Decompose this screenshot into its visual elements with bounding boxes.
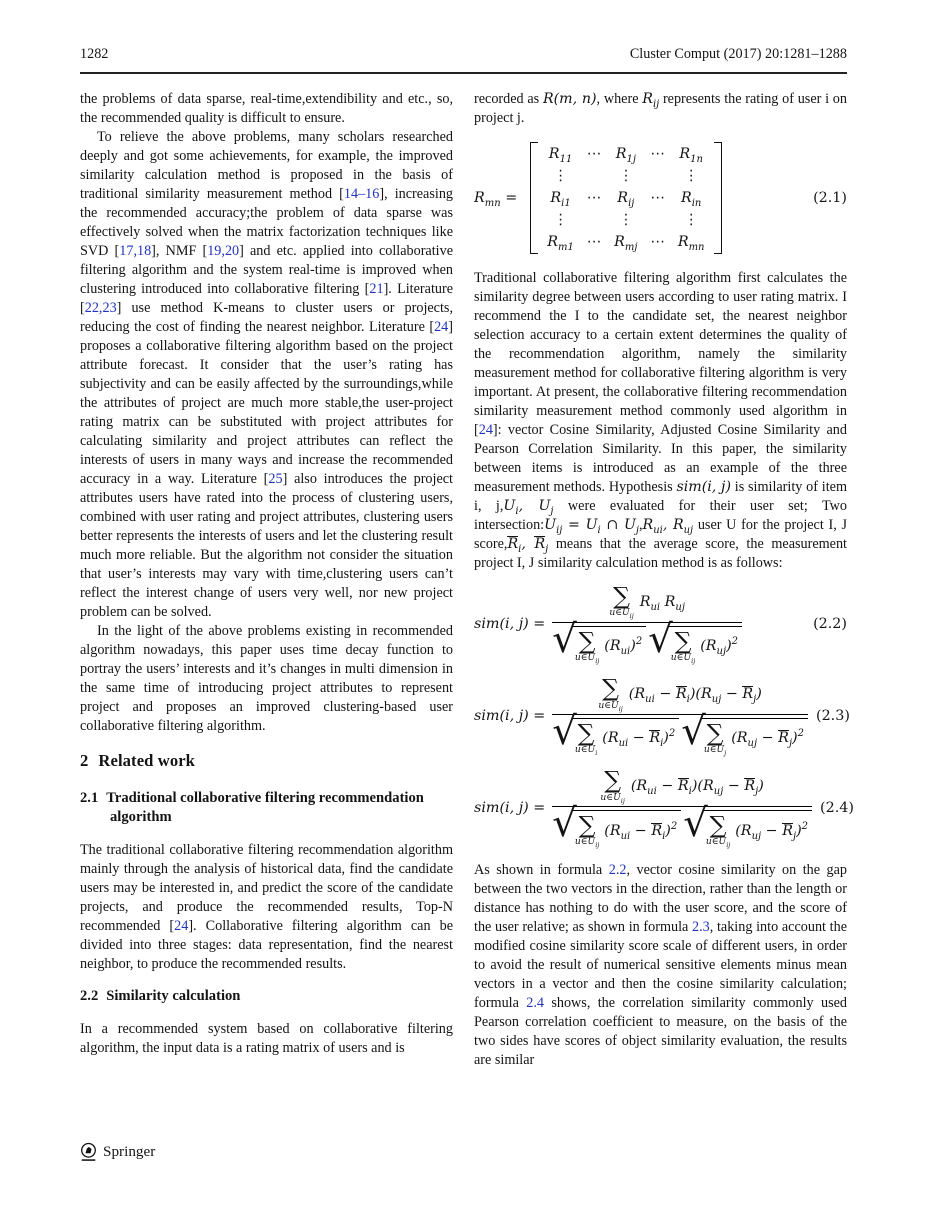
text-run: In a recommended system based on collaborative filtering algorithm, the input data is a rating matrix of users and is [80,1021,453,1056]
text-run: recorded as [474,91,543,107]
matrix-bracket-left [530,142,538,254]
inline-math: $R_{ui}$, $R_{uj}$ [642,517,694,536]
radical-symbol: √ [552,616,577,662]
paragraph [474,269,847,573]
springer-logo-icon [80,1142,97,1162]
equation-2-3 [474,674,850,757]
paragraph [80,1020,453,1058]
text-run: To relieve the above problems, many scholars researched deeply and got some achievements, for example, the improved similarity calculation method is proposed in the basis of traditional similarity measurement method [ [80,129,453,202]
equation-tag: (2.2) [813,616,847,633]
summation-limit: $u\in U_j$ [703,745,727,757]
citation-link[interactable]: 2.4 [526,995,544,1012]
text-run: As shown in formula [474,862,609,879]
denominator-terms: $(R_{ui} - R_i)^2$ [602,728,676,750]
matrix-cell: $R_{ij}$ [617,190,635,209]
summation [609,582,634,621]
text-run: user U for the project I, J score, [474,517,847,552]
radical-symbol: √ [552,800,577,846]
text-run: ]: vector Cosine Similarity, Adjusted Cosine Similarity and Pearson Correlation Similarity. In this paper, the similarity between items is introduced as an example of the three measurement methods. Hypothesis [474,422,847,495]
summation [600,766,625,805]
inline-math: $U_i$, $U_j$ [503,498,554,517]
publisher-name: Springer [103,1143,156,1160]
paragraph [80,90,453,128]
text-run: the problems of data sparse, real-time,extendibility and etc., so, the recommended quality is difficult to ensure. [80,91,453,126]
subsection-title: Traditional collaborative filtering recommendation algorithm [106,790,424,825]
text-run: , taking into account the modified cosine similarity score scale of different users, in order to avoid the result of numerical sensitive elements minus mean vectors in a vector and then the cosine similarity calculation; formula [474,919,847,1012]
text-run: ] also introduces the project attributes users have rated into the process of clustering users, combined with user rating and project attributes, clustering users better represents the interests of users and let the clustering result much more reliable. But the algorithm not consider the situation that user’s interests may vary with time,clustering users can’t reflect the interest change of users very well, nor new project problem can be solved. [80,471,453,620]
matrix-cell: ⋮ [618,212,633,228]
paragraph [474,861,847,1070]
page-number: 1282 [80,46,109,62]
summation [705,810,731,850]
text-run: ]. Collaborative filtering algorithm can be divided into three stages: data representation, find the nearest neighbor, to produce the recommended results. [80,918,453,972]
matrix-cell: ⋯ [586,234,602,250]
equation-2-2 [474,582,847,665]
section-heading-related-work [80,751,453,771]
sigma-symbol: ∑ [674,626,692,655]
summation-limit: $u\in U_i$ [574,745,598,757]
matrix-cell: ⋯ [586,146,602,162]
matrix-cell: $R_{1j}$ [615,146,636,165]
numerator [552,674,808,715]
matrix-lhs: $R_{mn}$ = [474,190,518,209]
page-footer [80,1142,155,1162]
paragraph [474,90,847,128]
text-run: were evaluated for their user set; Two intersection: [474,498,847,533]
citation-link[interactable]: 19,20 [207,243,240,259]
sigma-symbol: ∑ [577,718,595,747]
matrix-cell: $R_{mj}$ [614,234,638,253]
square-root [648,616,742,665]
text-run: , vector cosine similarity on the gap between the two vectors in the direction, rather than the length or distance has nothing to do with the user score, and the score of the user relative; as shown in formula [474,862,848,936]
numerator [552,582,742,623]
matrix-cell: ⋯ [650,190,665,206]
summation [574,718,598,757]
citation-link[interactable]: 24 [174,918,189,934]
fraction [552,674,808,757]
text-run: Traditional collaborative filtering algorithm first calculates the similarity degree between users according to user rating matrix. I recommend the I to the candidate set, the nearest neighbor selection accuracy to a certain extent determines the quality of the recommendation algorithm, namely the similarity measurement method for collaborative filtering algorithm is very important. At present, the collaborative filtering recommendation similarity measurement method commonly used algorithm in [ [474,270,847,438]
matrix-cell: ⋯ [586,190,602,206]
sigma-symbol: ∑ [602,674,620,703]
sigma-symbol: ∑ [578,810,596,839]
page-header [80,46,847,74]
summation-limit: $u\in U_{ij}$ [574,837,600,850]
matrix-grid [538,142,713,254]
sigma-symbol: ∑ [709,810,727,839]
square-root [681,708,808,757]
matrix-cell: $R_{1n}$ [679,146,703,165]
paragraph [80,622,453,736]
summation [598,674,623,713]
square-root [552,800,681,850]
inline-math: $R_i$, $R_j$ [507,536,549,555]
paragraph [80,841,453,974]
radical-symbol: √ [681,708,706,754]
paragraph [80,128,453,622]
text-run: represents the rating of user i on project j. [474,91,847,126]
denominator-terms: $(R_{uj} - R_j)^2$ [735,820,809,842]
matrix-cell: $R_{11}$ [548,146,573,165]
citation-link[interactable]: 24 [434,319,449,335]
numerator-terms: $(R_{ui} - R_i)(R_{uj} - R_j)$ [630,778,764,797]
numerator-terms: $(R_{ui} - R_i)(R_{uj} - R_j)$ [628,685,762,705]
radical-symbol: √ [648,616,673,662]
matrix-cell: $R_{m1}$ [547,234,574,253]
denominator [552,616,742,665]
text-run: The traditional collaborative filtering recommendation algorithm mainly through the analysis of historical data, find the candidate users may be interested in, and predict the score of the candidate projects, and produce the recommended results, Top-N recommended [ [80,842,453,934]
denominator-terms: $(R_{uj})^2$ [700,636,739,658]
summation-limit: $u\in U_{ij}$ [670,652,696,665]
subsection-title: Similarity calculation [106,988,241,1004]
inline-math: $U_{ij} = U_i$ ∩ $U_j$ [544,517,639,536]
fraction [552,582,742,665]
denominator-terms: $(R_{ui} - R_i)^2$ [604,820,678,842]
rating-matrix [530,142,721,254]
summation [670,626,696,665]
matrix-cell: $R_{i1}$ [550,190,571,209]
equation-lhs: sim(i, j) = [474,708,546,725]
summation-limit: $u\in U_{ij}$ [705,837,731,850]
equation-2-1 [474,142,847,254]
sigma-symbol: ∑ [578,626,596,655]
subsection-heading-similarity-calculation [80,987,453,1006]
journal-citation: Cluster Comput (2017) 20:1281–1288 [629,46,847,62]
subsection-number: 2.2 [80,988,99,1004]
denominator [552,800,812,850]
sigma-symbol: ∑ [706,718,724,747]
equation-tag: (2.4) [820,800,854,817]
sigma-symbol: ∑ [604,766,622,795]
square-root [683,800,812,850]
text-run: is similarity of item i, j, [474,479,847,514]
denominator [552,708,808,757]
text-run: ], increasing the recommended accuracy;the problem of data sparse was effectively solved when the matrix factorization techniques like SVD [ [80,186,454,259]
matrix-cell: ⋮ [553,212,568,228]
text-run: ]. Literature [ [80,281,453,316]
equation-2-4 [474,766,854,850]
matrix-cell: ⋯ [650,234,665,250]
citation-link[interactable]: 2.2 [608,862,627,879]
text-run: ] and etc. applied into collaborative filtering algorithm and the system real-time is improved when clustering introduced into collaborative filtering [ [80,243,453,297]
summation-limit: $u\in U_{ij}$ [574,652,600,665]
text-run: , where [596,91,643,107]
text-run: shows, the correlation similarity commonly used Pearson correlation coefficient to measure, on the basis of the two sides have scores of object similarity evaluation, the results are similar [474,995,847,1069]
summation-limit: $u\in U_{ij}$ [598,700,623,713]
summation-limit: $u\in U_{ij}$ [600,792,625,805]
numerator-terms: $R_{ui}$ $R_{uj}$ [639,593,685,613]
inline-math: $R_{ij}$ [642,91,660,110]
citation-link[interactable]: 21 [369,281,384,297]
citation-link[interactable]: 22,23 [84,300,117,316]
left-column [80,90,453,1058]
citation-link[interactable]: 17,18 [119,243,152,259]
matrix-cell: ⋯ [650,146,665,162]
text-run: means that the average score, the measurement project I, J similarity calculation method is as follows: [474,536,847,571]
text-run: ] proposes a collaborative filtering algorithm based on the project attribute forecast. It consider that the user’s rating has subjectivity and can be easily affected by the surroundings,while the attributes of project are much more stable,the user-project rating matrix can be substituted with project attributes for calculating similarity and project attributes can reflect the interests of users in many ways and increase the recommended accuracy in a way. Literature [ [80,319,453,487]
inline-math: sim(i, j) [676,479,731,495]
citation-link[interactable]: 25 [268,471,283,487]
matrix-cell: $R_{in}$ [680,190,702,209]
square-root [552,708,679,757]
equation-lhs: sim(i, j) = [474,616,546,633]
section-title: Related work [98,751,196,770]
matrix-cell: ⋮ [553,168,568,184]
subsection-heading-traditional-cf [80,789,453,827]
text-run: In the light of the above problems existing in recommended algorithm nowadays, this paper uses time decay function to portray the users’ interests and it’s changes in multi dimension in the same time of introducing project attributes to represent project and proposes an improved clustering-based user collaborative filtering algorithm. [80,623,453,734]
text-run: ], NMF [ [151,243,208,259]
citation-link[interactable]: 24 [478,422,493,438]
matrix-cell: ⋮ [618,168,633,184]
matrix-cell: $R_{mn}$ [677,234,705,253]
equation-tag: (2.3) [816,708,850,725]
summation [574,810,600,850]
matrix-cell: ⋮ [684,212,699,228]
subsection-number: 2.1 [80,790,99,806]
sigma-symbol: ∑ [613,582,630,610]
summation [703,718,727,757]
inline-math: R(m, n) [542,91,597,107]
text-run: , [639,517,643,533]
text-run: ] use method K-means to cluster users or projects, reducing the cost of finding the nearest neighbor. Literature [ [80,300,453,335]
square-root [552,616,646,665]
radical-symbol: √ [683,800,708,846]
fraction [552,766,812,850]
radical-symbol: √ [552,708,577,754]
right-column [474,90,854,1070]
denominator-terms: $(R_{uj} - R_j)^2$ [731,728,804,750]
citation-link[interactable]: 14–16 [343,186,380,202]
summation-limit: $u\in U_{ij}$ [609,608,634,621]
numerator [552,766,812,807]
denominator-terms: $(R_{ui})^2$ [604,636,643,658]
section-number: 2 [80,751,89,770]
equation-tag: (2.1) [813,190,847,206]
equation-lhs: sim(i, j) = [474,800,546,817]
citation-link[interactable]: 2.3 [692,919,710,936]
matrix-cell: ⋮ [684,168,699,184]
matrix-bracket-right [714,142,722,254]
summation [574,626,600,665]
